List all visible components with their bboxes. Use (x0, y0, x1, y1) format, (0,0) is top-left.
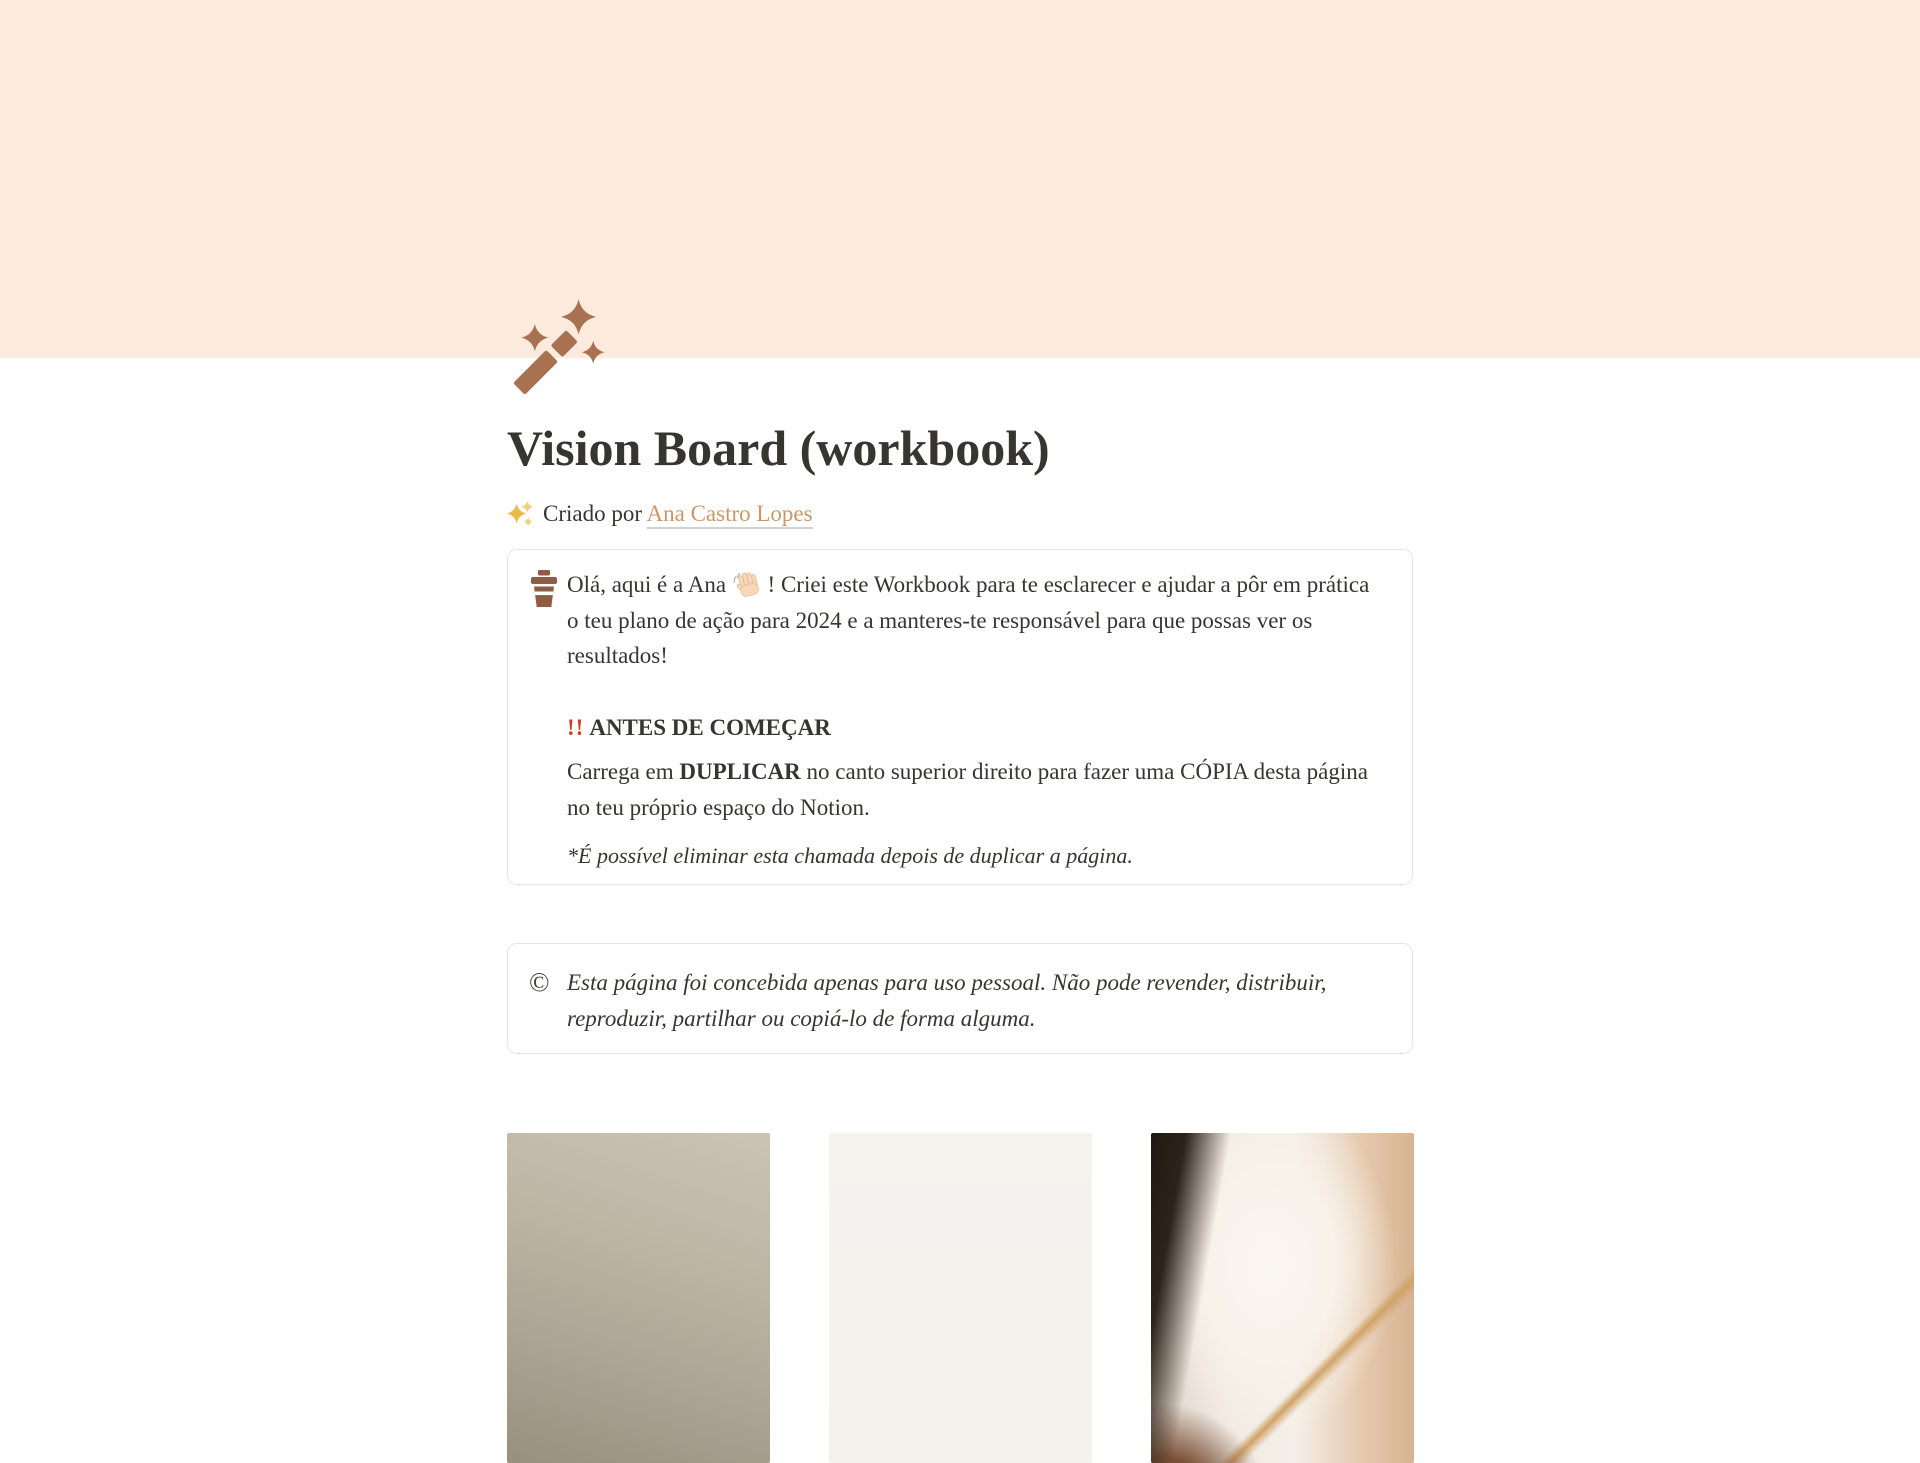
warning-heading: !! ANTES DE COMEÇAR (567, 714, 831, 740)
author-link[interactable]: Ana Castro Lopes (647, 501, 813, 529)
intro-greeting: Olá, aqui é a Ana ! Criei este Workbook para te esclarecer e ajudar a pôr em prática o teu plano de ação para 2024 e a manteres-te responsável para que possas ver os resultados! (567, 567, 1382, 674)
magic-wand-icon[interactable] (514, 296, 614, 396)
byline-prefix: Criado por (543, 500, 647, 526)
copyright-callout (507, 943, 1413, 1054)
intro-callout (507, 549, 1413, 885)
duplicate-instruction: Carrega em DUPLICAR no canto superior direito para fazer uma CÓPIA desta página no teu próprio espaço do Notion. (567, 759, 1368, 820)
cream-blank-photo[interactable] (829, 1133, 1092, 1463)
page-title[interactable]: Vision Board (workbook) (507, 420, 1050, 476)
delete-note: *É possível eliminar esta chamada depois de duplicar a página. (567, 843, 1133, 868)
beige-wall-photo[interactable] (507, 1133, 770, 1463)
byline (507, 500, 813, 527)
double-exclamation-icon: !! (567, 714, 585, 740)
image-gallery (507, 1133, 1414, 1463)
cup-icon[interactable] (529, 570, 559, 607)
page-cover (0, 0, 1920, 358)
white-fur-portrait-photo[interactable] (1151, 1133, 1414, 1463)
waving-hand-icon (732, 569, 762, 599)
sparkles-icon (507, 500, 534, 527)
byline-text (543, 501, 813, 527)
empty-line (567, 674, 1382, 710)
copyright-text: Esta página foi concebida apenas para uso pessoal. Não pode revender, distribuir, reproduzir, partilhar ou copiá-lo de forma alguma. (567, 970, 1327, 1031)
copyright-icon[interactable]: © (529, 967, 550, 997)
